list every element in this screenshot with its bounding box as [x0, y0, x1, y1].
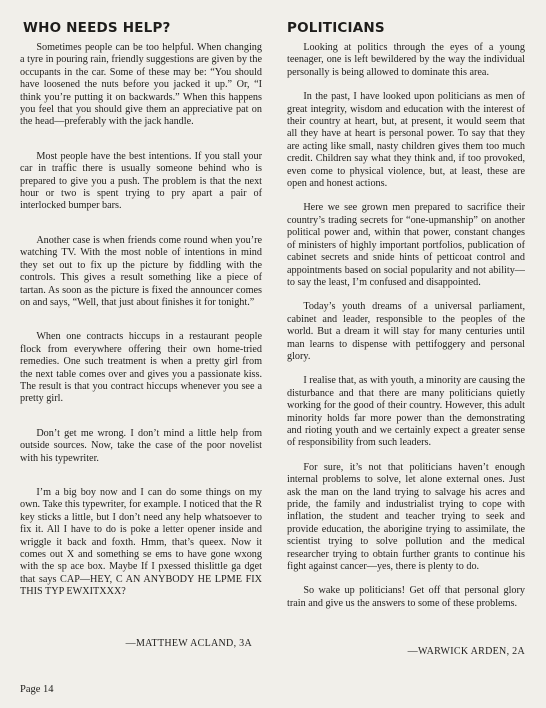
article-heading: WHO NEEDS HELP? [23, 20, 171, 36]
paragraph: Another case is when friends come round when you’re watching TV. With the most noble of intentions in mind they set out to fix up the picture by fiddling with the controls. This gives a result something like a piece of tartan. As soon as the picture is fixed the announcer comes on and says, “Well, that just about finishes it for tonight.” [20, 234, 262, 308]
paragraph: In the past, I have looked upon politicians as men of great integrity, wisdom and education with the interest of their country at heart, but, at present, it would seem that all they have at heart is personal power. To say that they are acting like small, nasty children gives them too much credit. Children say what they think and, if too provoked, even come to physical violence, but, at least, these are open and honest actions. [287, 91, 525, 190]
paragraph: Sometimes people can be too helpful. When changing a tyre in pouring rain, friendly suggestions are given by the occupants in the car. Some of these may be: “You should have loosened the nuts before you jacked it up.” Or, “I think you’re putting it on backwards.” When this happens you feel that you should give them an appreciative pat on the head—preferably with the jack handle. [20, 42, 262, 128]
paragraph: When one contracts hiccups in a restaurant people flock from everywhere offering their own home-tried remedies. One such treatment is when a pretty girl from the next table comes over and gives you a passionate kiss. The result is that you contract hiccups whenever you see a pretty girl. [20, 331, 262, 405]
paragraph: Most people have the best intentions. If you stall your car in traffic there is usually someone behind who is prepared to give you a push. The problem is that the next hour or two is spent trying to pry apart a pair of interlocked bumper bars. [20, 150, 262, 212]
article-body [287, 42, 525, 622]
author-signature: —MATTHEW ACLAND, 3A [125, 638, 252, 649]
paragraph: Here we see grown men prepared to sacrifice their country’s trading secrets for “one-upmanship” on another political power and, within that power, constant changes of ministers of highly important portfolios, publication of cabinet secrets and snide hints of petticoat control and appointments based on social popularity and not ability—to say the least, I’m confused and disappointed. [287, 202, 525, 288]
author-signature: —WARWICK ARDEN, 2A [407, 646, 525, 657]
paragraph: For sure, it’s not that politicians haven’t enough internal problems to solve, let alone external ones. Just ask the man on the land trying to salvage his acres and pride, the family and industrialist trying to cope with inflation, the student and teacher trying to seek and provide education, the aborigine trying to assimilate, the scientist trying to solve pollution and the medical researcher trying to obtain further grants to continue his fight against cancer—yes, there is plenty to do. [287, 461, 525, 573]
article-body [20, 42, 262, 621]
paragraph: Don’t get me wrong. I don’t mind a little help from outside sources. Now, take the case of the poor novelist with his typewriter. [20, 427, 262, 464]
paragraph: So wake up politicians! Get off that personal glory train and give us the answers to some of these problems. [287, 585, 525, 609]
article-heading: POLITICIANS [287, 20, 385, 36]
paragraph: Today’s youth dreams of a universal parliament, cabinet and leader, responsible to the peoples of the world. But a dream it will stay for many centuries until man learns to dispense with pettifoggery and personal glory. [287, 301, 525, 362]
page-number: Page 14 [20, 684, 54, 695]
paragraph: Looking at politics through the eyes of a young teenager, one is left bewildered by the way the individual personally is being allowed to dominate this area. [287, 42, 525, 78]
paragraph: I realise that, as with youth, a minority are causing the disturbance and that there are many politicians quietly working for the good of their country. However, this adult minority holds far more power than the demonstrating and rioting youth and we certainly expect a greater sense of responsibility from such leaders. [287, 375, 525, 449]
paragraph: I’m a big boy now and I can do some things on my own. Take this typewriter, for example. I noticed that the R key sticks a little, but I don’t need any help whatsoever to fix it. All I have to do is poke a letter opener inside and wriggle it back and foxth. Hmm, that’s queex. Now it comes out X and something se ems to have gone wxong with the sp ace box. Maybe If I pxessed thislittle ga dget that says CAP—HEY, C AN ANYBODY HE LPME FIX THIS TYP EWXITXXX? [20, 486, 262, 598]
